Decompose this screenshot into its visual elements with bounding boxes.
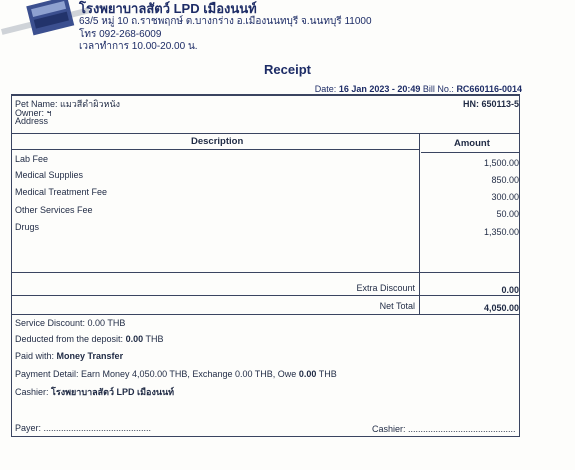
- receipt-title: Receipt: [264, 62, 311, 77]
- totals-top-rule: [11, 272, 520, 273]
- table-top-rule: [11, 133, 520, 134]
- cashier-signature-line: Cashier: ...........................................: [372, 424, 516, 434]
- item-description: Lab Fee: [15, 154, 49, 164]
- item-description: Drugs: [15, 222, 40, 232]
- service-discount: Service Discount: 0.00 THB: [15, 318, 126, 328]
- extra-discount-label: Extra Discount: [356, 283, 415, 293]
- clinic-address: 63/5 หมู่ 10 ถ.ราชพฤกษ์ ต.บางกร่าง อ.เมืองนนทบุรี จ.นนทบุรี 11000: [79, 16, 372, 27]
- date-label: Date:: [314, 84, 337, 94]
- item-description: Medical Treatment Fee: [15, 187, 108, 197]
- col-amount: Amount: [454, 138, 490, 149]
- header-rule-right: [421, 152, 520, 153]
- item-description: Other Services Fee: [15, 205, 93, 215]
- clinic-phone: โทร 092-268-6009: [79, 29, 162, 40]
- item-amount: 850.00: [491, 175, 519, 185]
- pet-name: Pet Name: แมวสีดำผิวหนัง: [15, 99, 121, 109]
- item-amount: 1,350.00: [483, 227, 519, 237]
- cashier-line: Cashier: โรงพยาบาลสัตว์ LPD เมืองนนท์: [15, 387, 175, 397]
- bill-label: Bill No.:: [422, 84, 454, 94]
- column-divider: [419, 133, 420, 315]
- item-amount: 300.00: [491, 192, 519, 202]
- net-total-top-rule: [11, 295, 520, 296]
- clinic-logo: [2, 0, 84, 56]
- extra-discount-value: 0.00: [501, 285, 519, 295]
- receipt-meta: [315, 84, 522, 94]
- net-total-label: Net Total: [379, 301, 415, 311]
- net-total-value: 4,050.00: [483, 303, 519, 313]
- clinic-hours: เวลาทำการ 10.00-20.00 น.: [79, 41, 198, 52]
- payer-signature-line: Payer: ...........................................: [15, 423, 152, 433]
- owner-address: Address: [15, 116, 49, 126]
- bill-value: RC660116-0014: [456, 84, 522, 94]
- payment-detail: Payment Detail: Earn Money 4,050.00 THB, Exchange 0.00 THB, Owe 0.00 THB: [15, 369, 337, 379]
- date-value: 16 Jan 2023 - 20:49: [338, 84, 421, 94]
- deposit-deduction: Deducted from the deposit: 0.00 THB: [15, 334, 164, 344]
- item-amount: 50.00: [496, 209, 519, 219]
- owner-name: Owner: ฯ: [15, 108, 52, 118]
- item-description: Medical Supplies: [15, 170, 84, 180]
- clinic-name: โรงพยาบาลสัตว์ LPD เมืองนนท์: [79, 1, 257, 16]
- payment-method: Paid with: Money Transfer: [15, 351, 124, 361]
- table-bottom-rule: [11, 314, 520, 315]
- header-rule-left: [11, 149, 420, 150]
- hn-number: HN: 650113-5: [462, 99, 519, 109]
- item-amount: 1,500.00: [483, 158, 519, 168]
- col-description: Description: [191, 136, 244, 147]
